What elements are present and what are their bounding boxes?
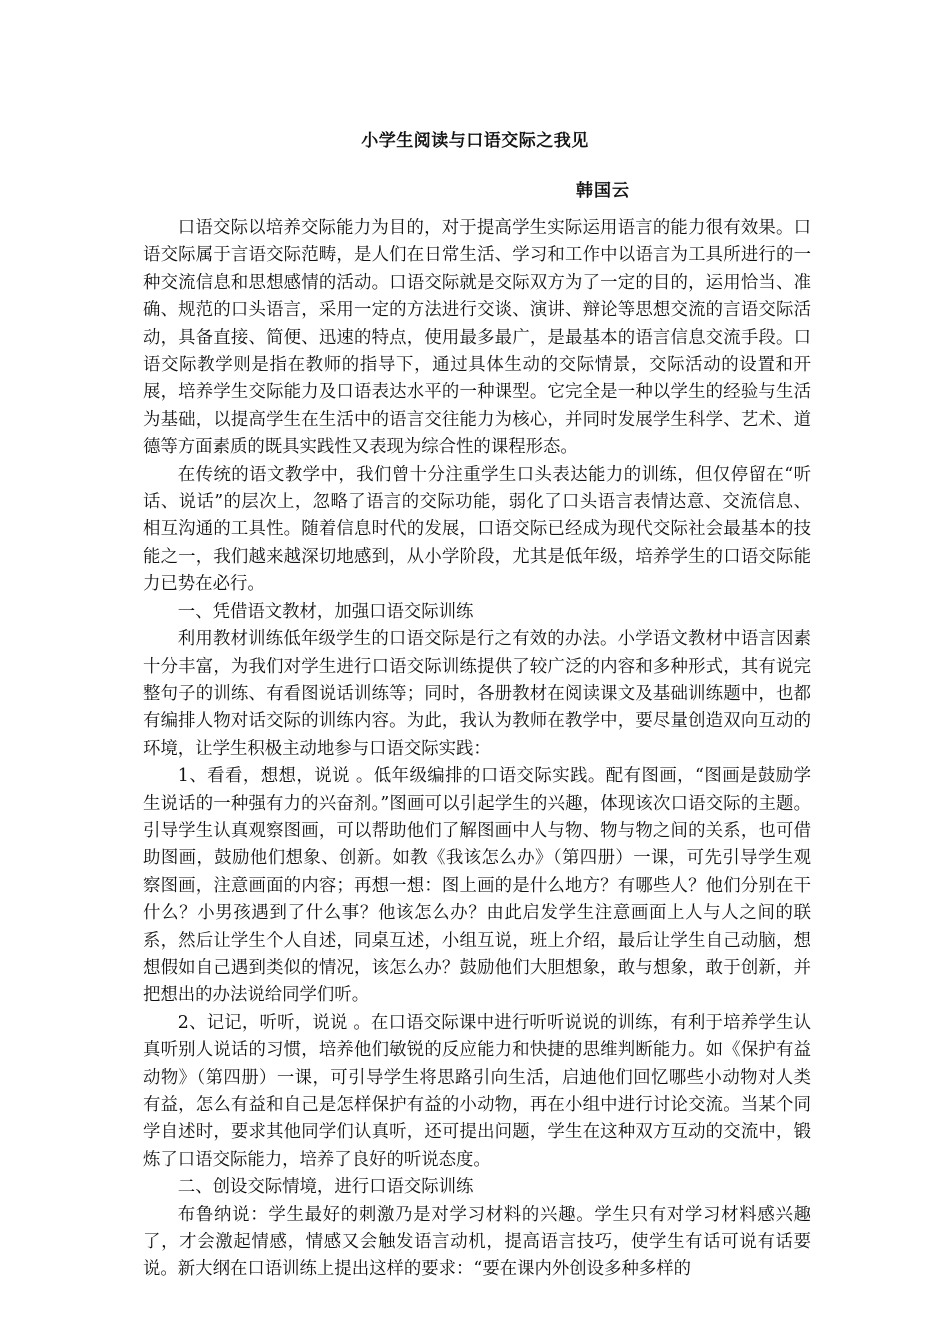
document-title: 小学生阅读与口语交际之我见 xyxy=(361,131,589,151)
paragraph-item-1: 1、看看，想想，说说 。低年级编排的口语交际实践。配有图画，“图画是鼓励学生说话的一种强有力的兴奋剂。”图画可以引起学生的兴趣，体现该次口语交际的主题。引导学生认真观察图画，可以帮助他们了解图画中人与物、物与物之间的关系，也可借助图画，鼓励他们想象、创新。如教《我该怎么办》（第四册）一课，可先引导学生观察图画，注意画面的内容；再想一想：图上画的是什么地方？有哪些人？他们分别在干什么？小男孩遇到了什么事？他该怎么办？由此启发学生注意画面上人与人之间的联系，然后让学生个人自述，同桌互述，小组互说，班上介绍，最后让学生自己动脑，想想假如自己遇到类似的情况，该怎么办？鼓励他们大胆想象，敢与想象，敢于创新，并把想出的办法说给同学们听。 xyxy=(143,766,811,1006)
paragraph-section-1: 利用教材训练低年级学生的口语交际是行之有效的办法。小学语文教材中语言因素十分丰富，为我们对学生进行口语交际训练提供了较广泛的内容和多种形式，其有说完整句子的训练、有看图说话训练等；同时，各册教材在阅读课文及基础训练题中，也都有编排人物对话交际的训练内容。为此，我认为教师在教学中，要尽量创造双向互动的环境，让学生积极主动地参与口语交际实践： xyxy=(143,629,811,759)
paragraph-intro: 口语交际以培养交际能力为目的，对于提高学生实际运用语言的能力很有效果。口语交际属于言语交际范畴，是人们在日常生活、学习和工作中以语言为工具所进行的一种交流信息和思想感情的活动。口语交际就是交际双方为了一定的目的，运用恰当、准确、规范的口头语言，采用一定的方法进行交谈、演讲、辩论等思想交流的言语交际活动，具备直接、简便、迅速的特点，使用最多最广，是最基本的语言信息交流手段。口语交际教学则是指在教师的指导下，通过具体生动的交际情景，交际活动的设置和开展，培养学生交际能力及口语表达水平的一种课型。它完全是一种以学生的经验与生活为基础，以提高学生在生活中的语言交往能力为核心，并同时发展学生科学、艺术、道德等方面素质的既具实践性又表现为综合性的课程形态。 xyxy=(143,218,811,458)
paragraph-item-2: 2、记记，听听，说说 。在口语交际课中进行听听说说的训练，有利于培养学生认真听别人说话的习惯，培养他们敏锐的反应能力和快捷的思维判断能力。如《保护有益动物》（第四册）一课，可引导学生将思路引向生活，启迪他们回忆哪些小动物对人类有益，怎么有益和自己是怎样保护有益的小动物，再在小组中进行讨论交流。当某个同学自述时，要求其他同学们认真听，还可提出问题，学生在这种双方互动的交流中，锻炼了口语交际能力，培养了良好的听说态度。 xyxy=(143,1012,811,1170)
section-heading-2: 二、创设交际情境，进行口语交际训练 xyxy=(177,1177,474,1198)
paragraph-section-2: 布鲁纳说：学生最好的刺激乃是对学习材料的兴趣。学生只有对学习材料感兴趣了，才会激起情感，情感又会触发语言动机，提高语言技巧，使学生有话可说有话要说。新大纲在口语训练上提出这样的要求：“要在课内外创设多种多样的 xyxy=(143,1204,811,1280)
author-name: 韩国云 xyxy=(576,181,630,201)
section-heading-1: 一、凭借语文教材，加强口语交际训练 xyxy=(177,601,474,622)
paragraph-background: 在传统的语文教学中，我们曾十分注重学生口头表达能力的训练，但仅停留在“听话、说话”的层次上，忽略了语言的交际功能，弱化了口头语言表情达意、交流信息、相互沟通的工具性。随着信息时代的发展，口语交际已经成为现代交际社会最基本的技能之一，我们越来越深切地感到，从小学阶段，尤其是低年级，培养学生的口语交际能力已势在必行。 xyxy=(143,464,811,595)
document-body xyxy=(143,215,811,1284)
